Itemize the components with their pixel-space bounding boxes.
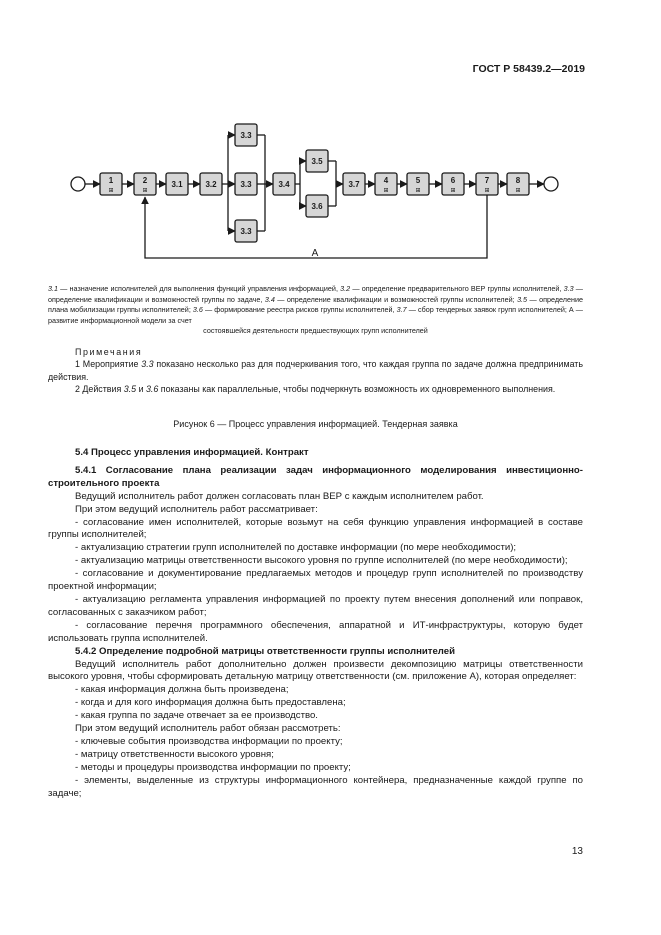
list-item: - актуализацию матрицы ответственности высокого уровня по группе исполнителей (по мере необходимости); bbox=[75, 555, 568, 567]
section-5-4 bbox=[48, 447, 583, 800]
obligation-list bbox=[48, 736, 583, 801]
step-label: 3.5 bbox=[311, 157, 323, 166]
subprocess-icon: ⊞ bbox=[484, 187, 490, 194]
defines-list bbox=[48, 684, 583, 723]
end-node bbox=[544, 177, 558, 191]
list-item: - актуализацию стратегии групп исполнителей по доставке информации (по мере необходимости); bbox=[75, 542, 517, 554]
process-step-n33b bbox=[235, 173, 257, 195]
step-label: 7 bbox=[484, 176, 490, 185]
loop-label: А bbox=[311, 248, 319, 259]
step-label: 6 bbox=[450, 176, 456, 185]
legend-segment: 3.5 bbox=[517, 294, 528, 304]
process-step-n37 bbox=[343, 173, 365, 195]
process-step-n1 bbox=[100, 173, 122, 195]
list-item: - согласование и документирование предлагаемых методов и процедур групп исполнителей по производству проектной информации; bbox=[48, 568, 583, 593]
step-label: 8 bbox=[515, 176, 521, 185]
figure-title: Рисунок 6 — Процесс управления информацией. Тендерная заявка bbox=[173, 419, 458, 429]
flow-nodes bbox=[71, 124, 558, 242]
process-step-n5 bbox=[407, 173, 429, 195]
step-label: 3.3 bbox=[240, 131, 252, 140]
paragraph: При этом ведущий исполнитель работ рассматривает: bbox=[75, 503, 318, 515]
list-item: - методы и процедуры производства информации по проекту; bbox=[75, 761, 351, 773]
paragraph: Ведущий исполнитель работ дополнительно должен произвести декомпозицию матрицы ответственности высокого уровня, чтобы сформировать детальную матрицу ответственности (см. приложение А), которая определяет: bbox=[48, 658, 583, 683]
step-label: 3.3 bbox=[240, 227, 252, 236]
list-item: - элементы, выделенные из структуры информационного контейнера, предназначенные каждой группе по задаче; bbox=[48, 774, 583, 799]
process-step-n36 bbox=[306, 195, 328, 217]
list-item: - актуализацию регламента управления информацией по проекту путем внесения дополнений или поправок, согласованных с заказчиком работ; bbox=[48, 593, 583, 618]
process-step-n34 bbox=[273, 173, 295, 195]
process-step-n6 bbox=[442, 173, 464, 195]
heading-5-4-2: 5.4.2 Определение подробной матрицы ответственности группы исполнителей bbox=[75, 645, 455, 657]
step-label: 3.1 bbox=[171, 180, 183, 189]
process-flow-diagram bbox=[0, 0, 661, 270]
notes-heading: Примечания bbox=[75, 347, 143, 357]
list-item: - согласование перечня программного обеспечения, аппаратной и ИТ-инфраструктуры, которую будет использовать группа исполнителей. bbox=[48, 619, 583, 644]
start-node bbox=[71, 177, 85, 191]
list-item: - какая группа по задаче отвечает за ее производство. bbox=[75, 710, 318, 722]
heading-5-4: 5.4 Процесс управления информацией. Контракт bbox=[75, 447, 309, 458]
legend-segment: — определение квалификации и возможностей группы исполнителей; bbox=[274, 294, 518, 304]
legend-segment: — назначение исполнителей для выполнения функций управления информацией, bbox=[58, 284, 341, 293]
list-item: - матрицу ответственности высокого уровня; bbox=[75, 748, 274, 760]
process-step-n35 bbox=[306, 150, 328, 172]
legend-segment: — определение квалификации и возможностей группы по задаче, bbox=[48, 284, 583, 304]
paragraph: Ведущий исполнитель работ должен согласовать план ВЕР с каждым исполнителем работ. bbox=[75, 490, 484, 502]
legend-segment: 3.3 bbox=[563, 284, 574, 293]
step-label: 3.6 bbox=[311, 202, 323, 211]
process-step-n32 bbox=[200, 173, 222, 195]
subprocess-icon: ⊞ bbox=[142, 187, 148, 194]
legend-segment: 3.7 bbox=[396, 305, 407, 315]
step-label: 4 bbox=[383, 176, 389, 185]
step-label: 3.4 bbox=[278, 180, 290, 189]
subprocess-icon: ⊞ bbox=[108, 187, 114, 194]
legend-segment: 3.1 bbox=[48, 284, 58, 293]
process-step-n7 bbox=[476, 173, 498, 195]
document-code: ГОСТ Р 58439.2—2019 bbox=[472, 63, 585, 75]
heading-5-4-1: 5.4.1 Согласование плана реализации задач информационного моделирования инвестиционно-строительного проекта bbox=[48, 464, 583, 489]
notes-block bbox=[48, 346, 583, 396]
note-2: 2 Действия 3.5 и 3.6 показаны как параллельные, чтобы подчеркнуть возможность их одновременного выполнения. bbox=[75, 384, 556, 395]
legend-segment: 3.6 bbox=[192, 305, 203, 315]
page-number: 13 bbox=[571, 846, 583, 857]
step-label: 3.3 bbox=[240, 180, 252, 189]
list-item: - ключевые события производства информации по проекту; bbox=[75, 735, 343, 747]
legend-segment: 3.2 bbox=[340, 284, 351, 293]
legend-segment: 3.4 bbox=[264, 294, 275, 304]
step-label: 1 bbox=[108, 176, 114, 185]
paragraph: При этом ведущий исполнитель работ обязан рассмотреть: bbox=[75, 723, 341, 735]
process-step-n33c bbox=[235, 220, 257, 242]
subprocess-icon: ⊞ bbox=[415, 187, 421, 194]
legend-segment: — сбор тендерных заявок групп исполнителей; А — развитие информационной модели за счет bbox=[48, 305, 583, 325]
legend-segment: — формирование реестра рисков группы исполнителей, bbox=[202, 305, 397, 315]
legend-last-line: состоявшейся деятельности предшествующих групп исполнителей bbox=[203, 326, 428, 336]
legend-segment: — определение плана мобилизации группы исполнителей; bbox=[48, 294, 583, 315]
process-step-n31 bbox=[166, 173, 188, 195]
legend-segment: — определение предварительного ВЕР группы исполнителей, bbox=[350, 284, 564, 293]
consideration-list bbox=[48, 517, 583, 646]
list-item: - когда и для кого информация должна быть предоставлена; bbox=[75, 697, 346, 709]
list-item: - какая информация должна быть произведена; bbox=[75, 684, 289, 696]
figure-legend bbox=[48, 284, 583, 337]
step-label: 3.2 bbox=[205, 180, 217, 189]
note-1: 1 Мероприятие 3.3 показано несколько раз для подчеркивания того, что каждая группа по задаче должна предпринимать действия. bbox=[48, 359, 583, 382]
subprocess-icon: ⊞ bbox=[450, 187, 456, 194]
process-step-n4 bbox=[375, 173, 397, 195]
process-step-n33a bbox=[235, 124, 257, 146]
step-label: 3.7 bbox=[348, 180, 360, 189]
subprocess-icon: ⊞ bbox=[383, 187, 389, 194]
process-step-n8 bbox=[507, 173, 529, 195]
process-step-n2 bbox=[134, 173, 156, 195]
legend-text bbox=[48, 284, 583, 326]
step-label: 2 bbox=[142, 176, 148, 185]
step-label: 5 bbox=[415, 176, 421, 185]
list-item: - согласование имен исполнителей, которые возьмут на себя функцию управления информацией в составе группы исполнителей; bbox=[48, 516, 583, 541]
subprocess-icon: ⊞ bbox=[515, 187, 521, 194]
